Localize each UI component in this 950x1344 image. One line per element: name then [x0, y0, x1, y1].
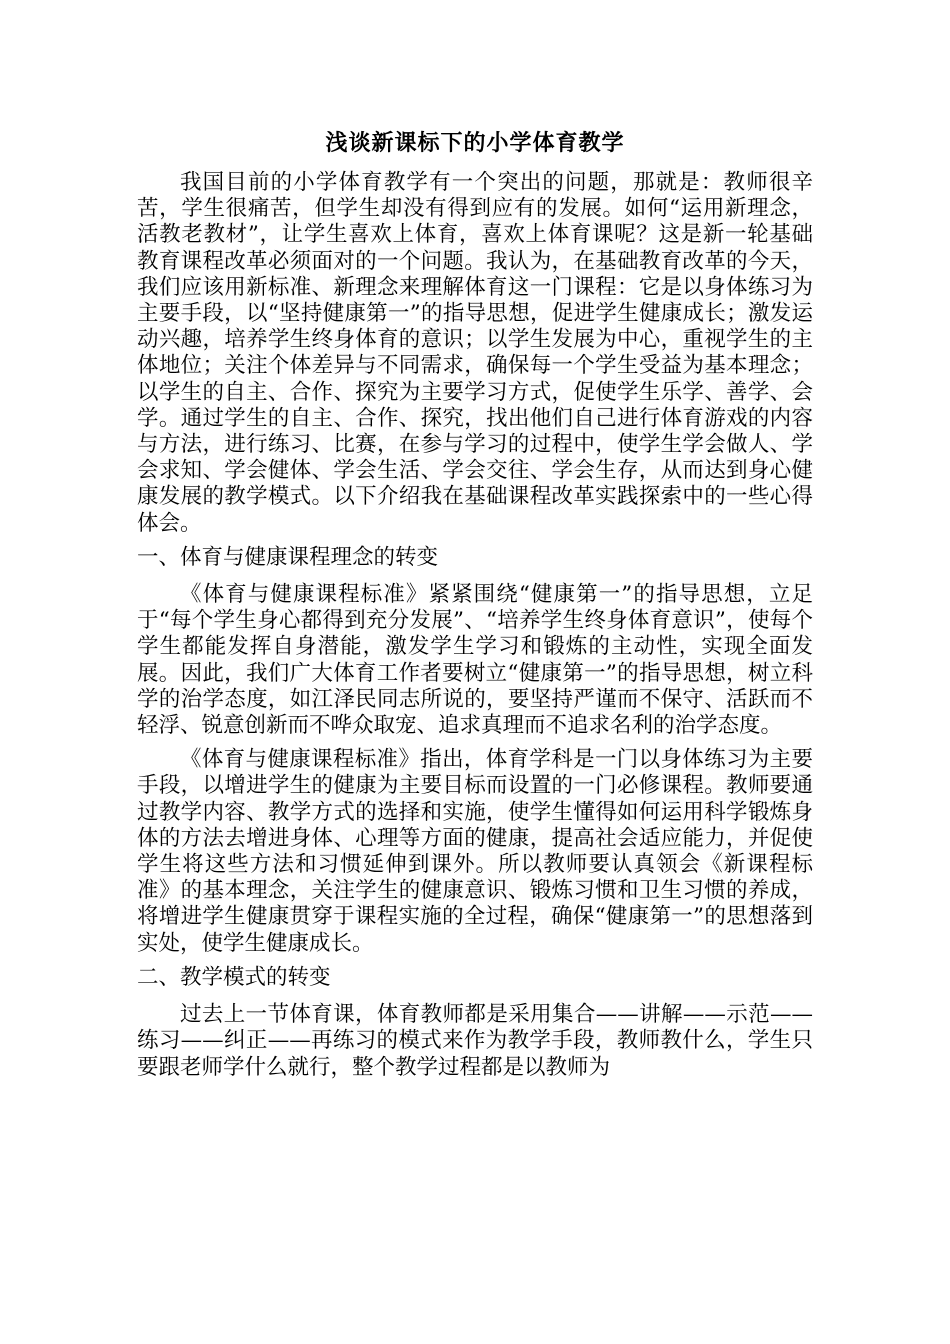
- section-1-paragraph-2: 《体育与健康课程标准》指出，体育学科是一门以身体练习为主要手段，以增进学生的健康为主要目标而设置的一门必修课程。教师要通过教学内容、教学方式的选择和实施，使学生懂得如何运用科学锻炼身体的方法去增进身体、心理等方面的健康，提高社会适应能力，并促使学生将这些方法和习惯延伸到课外。所以教师要认真领会《新课程标准》的基本理念，关注学生的健康意识、锻炼习惯和卫生习惯的养成，将增进学生健康贯穿于课程实施的全过程，确保“健康第一”的思想落到实处，使学生健康成长。: [137, 747, 813, 956]
- document-title: 浅谈新课标下的小学体育教学: [325, 130, 625, 156]
- section-1-paragraph-1: 《体育与健康课程标准》紧紧围绕“健康第一”的指导思想，立足于“每个学生身心都得到充分发展”、“培养学生终身体育意识”，使每个学生都能发挥自身潜能，激发学生学习和锻炼的主动性，实现全面发展。因此，我们广大体育工作者要树立“健康第一”的指导思想，树立科学的治学态度，如江泽民同志所说的，要坚持严谨而不保守、活跃而不轻浮、锐意创新而不哗众取宠、追求真理而不追求名利的治学态度。: [137, 582, 813, 739]
- section-2-paragraph-1: 过去上一节体育课，体育教师都是采用集合——讲解——示范——练习——纠正——再练习的模式来作为教学手段，教师教什么，学生只要跟老师学什么就行，整个教学过程都是以教师为: [137, 1002, 813, 1080]
- intro-paragraph: 我国目前的小学体育教学有一个突出的问题，那就是：教师很辛苦，学生很痛苦，但学生却没有得到应有的发展。如何“运用新理念，活教老教材”，让学生喜欢上体育，喜欢上体育课呢？这是新一轮基础教育课程改革必须面对的一个问题。我认为，在基础教育改革的今天，我们应该用新标准、新理念来理解体育这一门课程：它是以身体练习为主要手段，以“坚持健康第一”的指导思想，促进学生健康成长；激发运动兴趣，培养学生终身体育的意识；以学生发展为中心，重视学生的主体地位；关注个体差异与不同需求，确保每一个学生受益为基本理念；以学生的自主、合作、探究为主要学习方式，促使学生乐学、善学、会学。通过学生的自主、合作、探究，找出他们自己进行体育游戏的内容与方法，进行练习、比赛，在参与学习的过程中，使学生学会做人、学会求知、学会健体、学会生活、学会交往、学会生存，从而达到身心健康发展的教学模式。以下介绍我在基础课程改革实践探索中的一些心得体会。: [137, 170, 813, 536]
- document-page: [137, 128, 813, 1089]
- section-heading-1: 一、体育与健康课程理念的转变: [137, 544, 439, 570]
- section-heading-2: 二、教学模式的转变: [137, 964, 331, 990]
